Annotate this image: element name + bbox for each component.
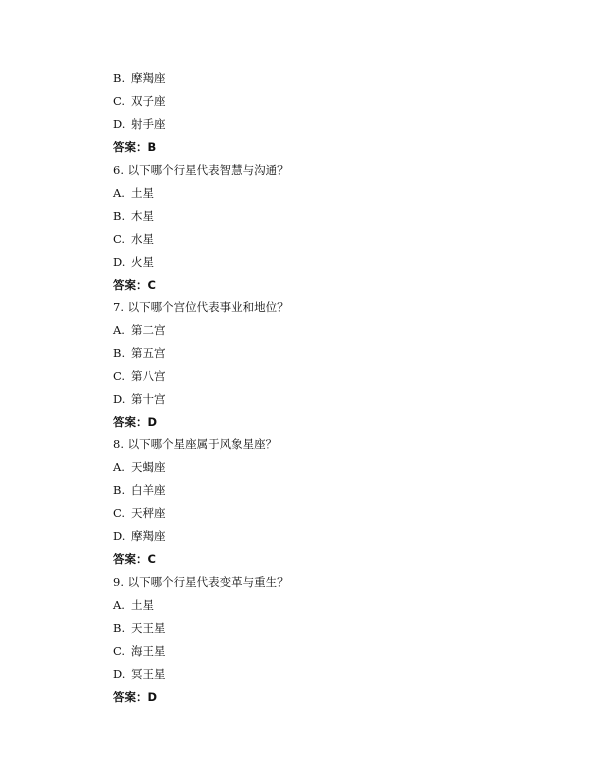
- option-label: C.: [113, 232, 126, 246]
- answer-line: 答案：D: [113, 690, 158, 704]
- option-a: [113, 598, 154, 612]
- question-6: 6. 以下哪个行星代表智慧与沟通？: [113, 163, 289, 177]
- option-label: B.: [113, 209, 126, 223]
- answer-line: 答案：C: [113, 552, 156, 566]
- option-c: [113, 506, 166, 520]
- option-d: [113, 117, 166, 131]
- option-label: B.: [113, 71, 126, 85]
- option-d: [113, 392, 166, 406]
- option-text: 水星: [131, 232, 154, 246]
- option-label: D.: [113, 392, 126, 406]
- option-label: C.: [113, 94, 126, 108]
- option-c: [113, 232, 154, 246]
- option-text: 冥王星: [131, 667, 166, 681]
- option-text: 白羊座: [131, 483, 166, 497]
- option-b: [113, 209, 154, 223]
- option-text: 射手座: [131, 117, 166, 131]
- option-label: A.: [113, 598, 125, 612]
- option-label: A.: [113, 186, 125, 200]
- option-text: 海王星: [131, 644, 166, 658]
- option-a: [113, 460, 166, 474]
- option-text: 第八宫: [131, 369, 166, 383]
- option-b: [113, 71, 166, 85]
- answer-line: 答案：D: [113, 415, 158, 429]
- option-label: C.: [113, 369, 126, 383]
- option-text: 天蝎座: [131, 460, 166, 474]
- option-b: [113, 483, 166, 497]
- option-label: D.: [113, 117, 126, 131]
- option-label: B.: [113, 346, 126, 360]
- option-text: 天王星: [131, 621, 166, 635]
- answer-line: 答案：C: [113, 278, 156, 292]
- option-label: C.: [113, 644, 126, 658]
- question-7: 7. 以下哪个宫位代表事业和地位？: [113, 300, 289, 314]
- option-d: [113, 529, 166, 543]
- option-a: [113, 186, 154, 200]
- option-c: [113, 644, 166, 658]
- option-text: 摩羯座: [131, 529, 166, 543]
- option-label: C.: [113, 506, 126, 520]
- option-d: [113, 255, 154, 269]
- option-text: 第十宫: [131, 392, 166, 406]
- option-c: [113, 369, 166, 383]
- option-label: A.: [113, 460, 125, 474]
- option-label: A.: [113, 323, 125, 337]
- question-9: 9. 以下哪个行星代表变革与重生？: [113, 575, 289, 589]
- option-text: 双子座: [131, 94, 166, 108]
- option-text: 土星: [131, 186, 154, 200]
- option-label: D.: [113, 667, 126, 681]
- option-text: 第二宫: [131, 323, 166, 337]
- option-c: [113, 94, 166, 108]
- option-label: B.: [113, 621, 126, 635]
- option-text: 火星: [131, 255, 154, 269]
- option-text: 天秤座: [131, 506, 166, 520]
- option-d: [113, 667, 166, 681]
- option-text: 土星: [131, 598, 154, 612]
- answer-line: 答案：B: [113, 140, 157, 154]
- option-label: D.: [113, 529, 126, 543]
- option-text: 摩羯座: [131, 71, 166, 85]
- option-b: [113, 346, 166, 360]
- option-b: [113, 621, 166, 635]
- option-a: [113, 323, 166, 337]
- option-label: D.: [113, 255, 126, 269]
- option-text: 木星: [131, 209, 154, 223]
- question-8: 8. 以下哪个星座属于风象星座？: [113, 437, 278, 451]
- option-text: 第五宫: [131, 346, 166, 360]
- option-label: B.: [113, 483, 126, 497]
